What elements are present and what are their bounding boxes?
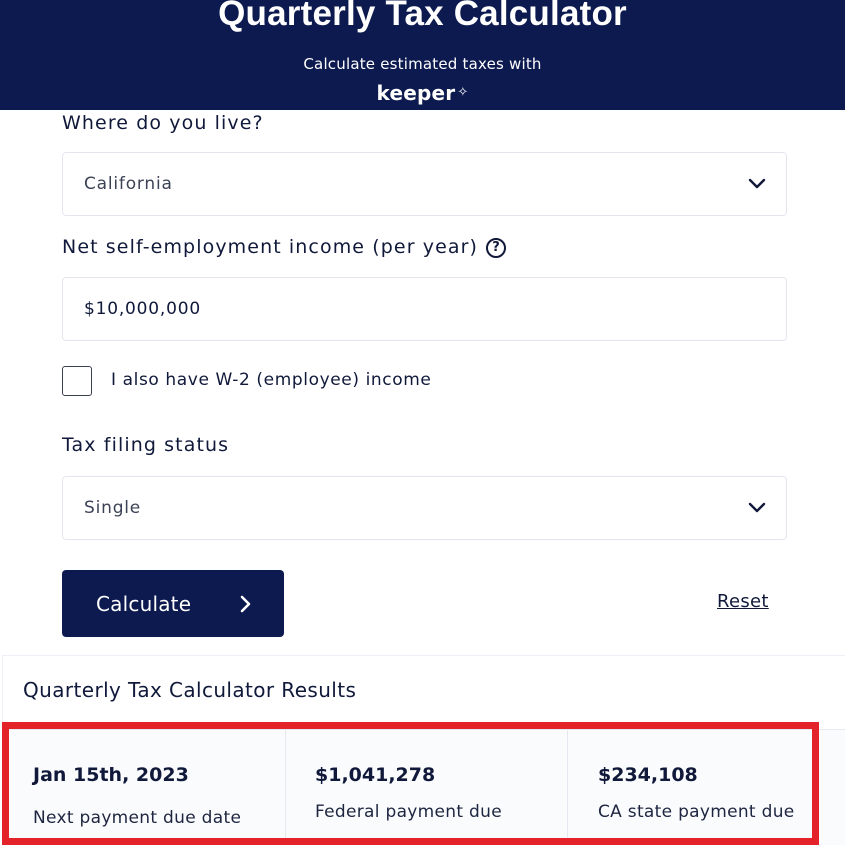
header-subtitle: Calculate estimated taxes with xyxy=(303,55,542,73)
income-value: $10,000,000 xyxy=(84,299,201,319)
federal-payment-caption: Federal payment due xyxy=(315,802,502,822)
calculate-button[interactable] xyxy=(62,570,284,637)
results-title: Quarterly Tax Calculator Results xyxy=(23,678,357,702)
chevron-down-icon xyxy=(748,178,766,190)
header-banner xyxy=(0,0,845,110)
page-title: Quarterly Tax Calculator xyxy=(218,0,627,33)
filing-status-value: Single xyxy=(84,498,142,518)
income-input[interactable] xyxy=(62,277,787,341)
residence-select[interactable] xyxy=(62,152,787,216)
result-card-state xyxy=(568,730,845,845)
results-row xyxy=(3,729,845,845)
brand-name: keeper xyxy=(376,81,456,105)
filing-status-label: Tax filing status xyxy=(62,434,230,456)
state-payment-caption: CA state payment due xyxy=(598,802,795,822)
results-panel xyxy=(2,655,845,845)
income-label xyxy=(62,236,506,258)
w2-checkbox-label[interactable]: I also have W-2 (employee) income xyxy=(111,370,432,390)
reset-link[interactable]: Reset xyxy=(717,591,769,612)
income-label-text: Net self-employment income (per year) xyxy=(62,236,479,258)
due-date-caption: Next payment due date xyxy=(33,808,242,828)
calculate-button-label: Calculate xyxy=(96,592,192,616)
residence-value: California xyxy=(84,174,173,194)
chevron-down-icon xyxy=(748,502,766,514)
w2-checkbox[interactable] xyxy=(62,366,92,396)
brand-logo[interactable] xyxy=(0,81,845,105)
sparkle-icon: ✧ xyxy=(457,85,469,100)
chevron-right-icon xyxy=(240,595,252,613)
result-card-due-date xyxy=(3,730,286,845)
state-payment-value: $234,108 xyxy=(598,764,698,786)
filing-status-select[interactable] xyxy=(62,476,787,540)
question-circle-icon[interactable]: ? xyxy=(486,238,506,258)
result-card-federal xyxy=(285,730,568,845)
due-date-value: Jan 15th, 2023 xyxy=(33,764,189,786)
federal-payment-value: $1,041,278 xyxy=(315,764,436,786)
residence-label: Where do you live? xyxy=(62,112,264,134)
